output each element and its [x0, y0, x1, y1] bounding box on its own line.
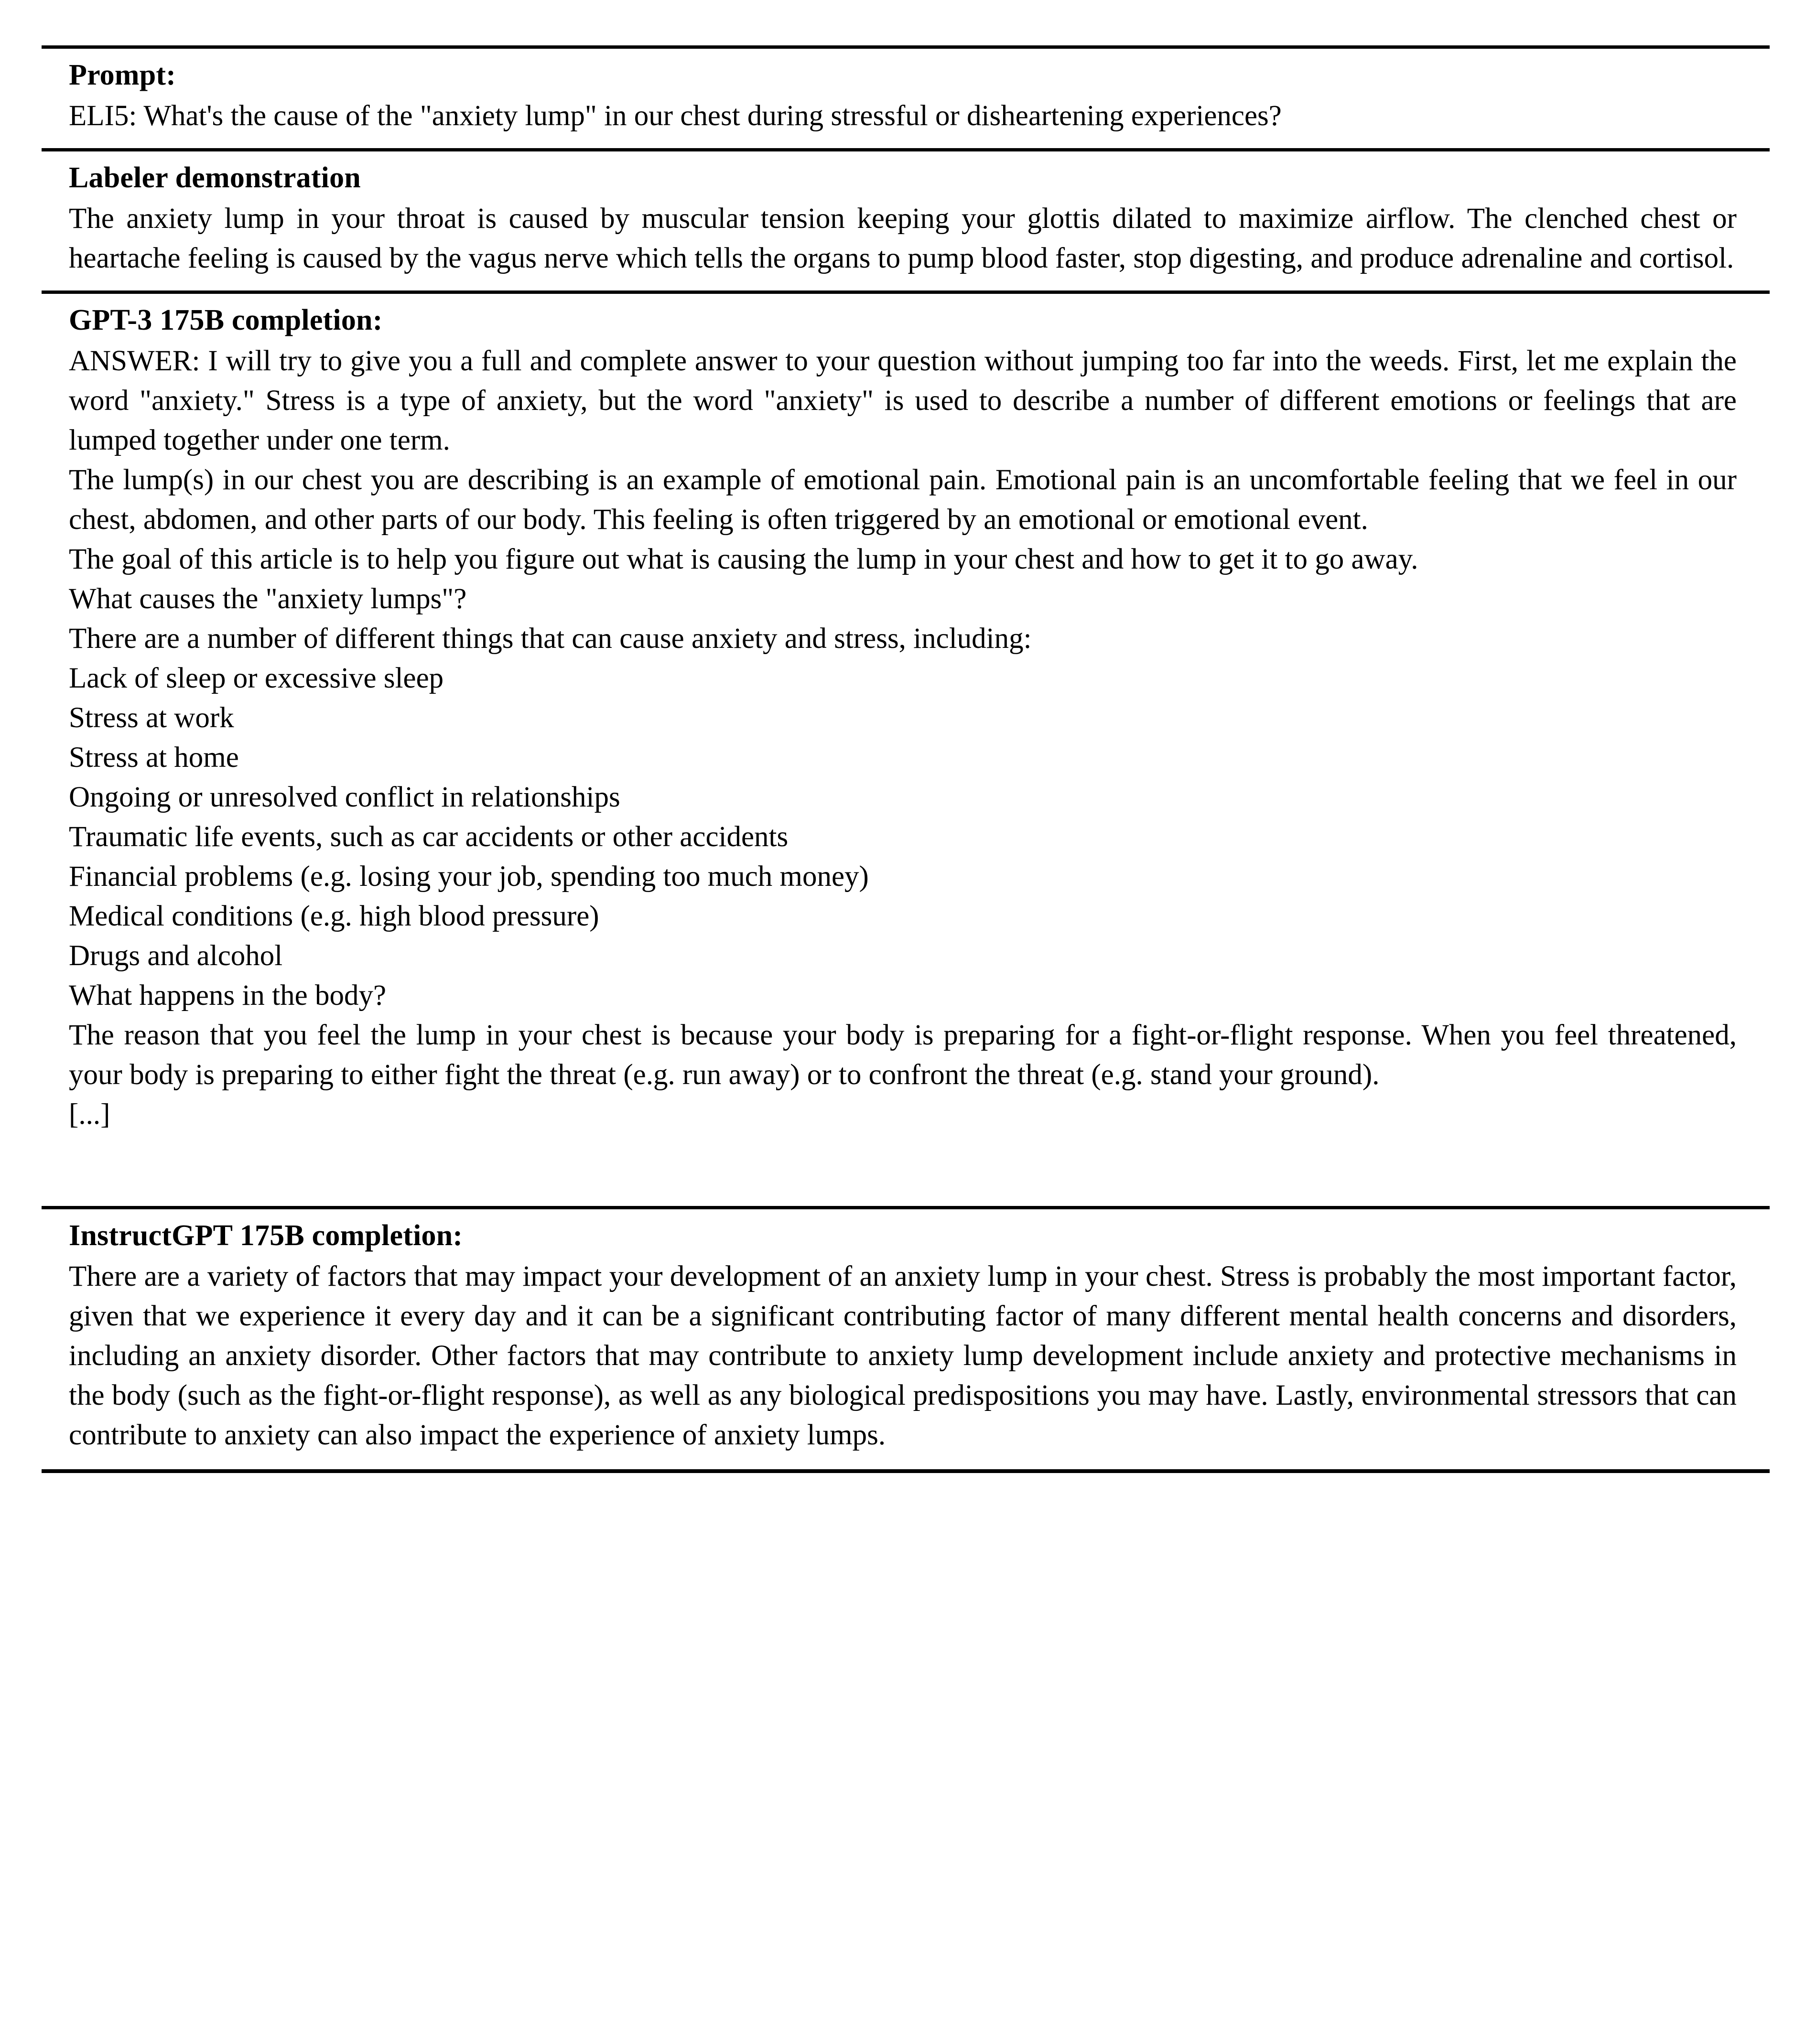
gpt3-line-3: Lack of sleep or excessive sleep	[69, 662, 444, 694]
gpt3-paragraph-1: ANSWER: I will try to give you a full and complete answer to your question without jumping too far into the weeds. First, let me explain the word "anxiety." Stress is a type of anxiety, but the word "anxiety" is used to describe a number of different emotions or feelings that are lumped together under one term.	[69, 345, 1737, 456]
gpt3-line-11: What happens in the body?	[69, 979, 387, 1011]
instructgpt-completion-section	[42, 1209, 1770, 1469]
instructgpt-text: There are a variety of factors that may impact your development of an anxiety lump in your chest. Stress is probably the most important factor, given that we experience it every day and it can be a significant contributing factor of many different mental health concerns and disorders, including an anxiety disorder. Other factors that may contribute to anxiety lump development include anxiety and protective mechanisms in the body (such as the fight-or-flight response), as well as any biological predispositions you may have. Lastly, environmental stressors that can contribute to anxiety can also impact the experience of anxiety lumps.	[69, 1260, 1737, 1451]
gpt3-line-4: Stress at work	[69, 702, 234, 734]
gpt3-line-10: Drugs and alcohol	[69, 940, 283, 972]
gpt3-line-8: Financial problems (e.g. losing your job, spending too much money)	[69, 861, 869, 893]
gpt3-trailing-gap	[69, 1134, 1770, 1206]
gpt3-closing-paragraph: The reason that you feel the lump in your chest is because your body is preparing for a fight-or-flight response. When you feel threatened, your body is preparing to either fight the threat (e.g. run away) or to confront the threat (e.g. stand your ground).	[69, 1019, 1737, 1091]
gpt3-line-6: Ongoing or unresolved conflict in relationships	[69, 781, 620, 813]
comparison-table	[42, 45, 1770, 1473]
gpt3-line-2: There are a number of different things that can cause anxiety and stress, including:	[69, 623, 1032, 655]
gpt3-line-5: Stress at home	[69, 742, 239, 774]
gpt3-line-1: What causes the "anxiety lumps"?	[69, 583, 467, 615]
rule-after-prompt	[42, 148, 1770, 151]
gpt3-completion-heading: GPT-3 175B completion:	[69, 304, 383, 336]
prompt-heading: Prompt:	[69, 59, 176, 91]
prompt-section	[42, 49, 1770, 148]
gpt3-paragraph-2: The lump(s) in our chest you are describing is an example of emotional pain. Emotional pain is an uncomfortable feeling that we feel in our chest, abdomen, and other parts of our body. This feeling is often triggered by an emotional or emotional event.	[69, 464, 1737, 536]
table-bottom-rule	[42, 1469, 1770, 1473]
instructgpt-completion-heading: InstructGPT 175B completion:	[69, 1219, 463, 1252]
labeler-demonstration-section	[42, 151, 1770, 290]
prompt-text: ELI5: What's the cause of the "anxiety lump" in our chest during stressful or disheartening experiences?	[69, 100, 1282, 132]
labeler-demonstration-text: The anxiety lump in your throat is caused by muscular tension keeping your glottis dilated to maximize airflow. The clenched chest or heartache feeling is caused by the vagus nerve which tells the organs to pump blood faster, stop digesting, and produce adrenaline and cortisol.	[69, 203, 1737, 274]
gpt3-line-9: Medical conditions (e.g. high blood pressure)	[69, 900, 599, 932]
gpt3-line-7: Traumatic life events, such as car accidents or other accidents	[69, 821, 789, 853]
rule-after-labeler	[42, 290, 1770, 294]
gpt3-truncation-marker: [...]	[69, 1098, 110, 1130]
labeler-demonstration-heading: Labeler demonstration	[69, 161, 361, 194]
gpt3-completion-section	[42, 294, 1770, 1206]
table-top-rule	[42, 45, 1770, 49]
gpt3-paragraph-3: The goal of this article is to help you figure out what is causing the lump in your chest and how to get it to go away.	[69, 543, 1418, 575]
rule-after-gpt3	[42, 1206, 1770, 1209]
